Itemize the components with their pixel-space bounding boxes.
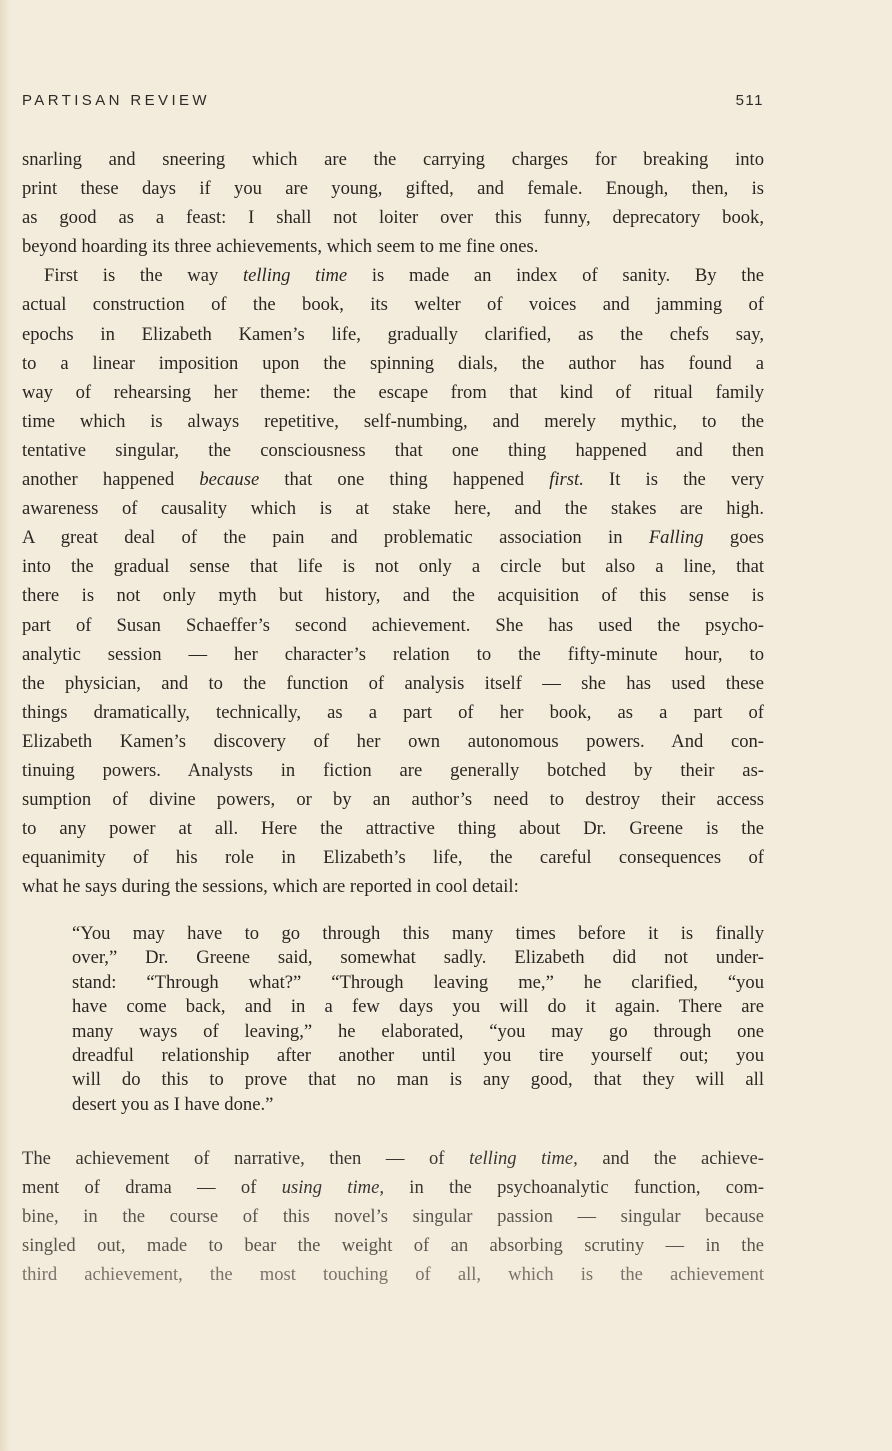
emphasis: Falling xyxy=(648,527,704,549)
text-line: third achievement, the most touching of all, which is the achievement xyxy=(22,1264,764,1286)
text-line: as good as a feast: I shall not loiter over this funny, deprecatory book, xyxy=(22,207,764,229)
text-line: there is not only myth but history, and the acquisition of this sense is xyxy=(22,585,764,607)
page-number: 511 xyxy=(735,92,764,109)
text-line: snarling and sneering which are the carrying charges for breaking into xyxy=(22,149,764,170)
running-head xyxy=(22,92,764,114)
journal-title: PARTISAN REVIEW xyxy=(22,92,210,109)
text-line: actual construction of the book, its welter of voices and jamming of xyxy=(22,294,764,316)
text-line: what he says during the sessions, which are reported in cool detail: xyxy=(22,876,519,898)
page-edge xyxy=(0,0,10,1451)
closing-paragraph xyxy=(22,1144,764,1289)
text-line: part of Susan Schaeffer’s second achievement. She has used the psycho- xyxy=(22,614,764,636)
emphasis: telling time xyxy=(242,265,348,287)
quote-line: “You may have to go through this many times before it is finally xyxy=(72,923,764,944)
text-line: time which is always repetitive, self-numbing, and merely mythic, to the xyxy=(22,410,764,432)
text-line: way of rehearsing her theme: the escape from that kind of ritual family xyxy=(22,381,764,403)
text-line: singled out, made to bear the weight of an absorbing scrutiny — in the xyxy=(22,1235,764,1257)
text-line: tinuing powers. Analysts in fiction are generally botched by their as- xyxy=(22,759,764,781)
text-line: beyond hoarding its three achievements, which seem to me fine ones. xyxy=(22,236,539,258)
text-line: Elizabeth Kamen’s discovery of her own autonomous powers. And con- xyxy=(22,730,764,752)
text-line: analytic session — her character’s relation to the fifty-minute hour, to xyxy=(22,643,764,665)
text-line: sumption of divine powers, or by an author’s need to destroy their access xyxy=(22,789,764,811)
body-text xyxy=(22,145,764,901)
quote-line: dreadful relationship after another until you tire yourself out; you xyxy=(72,1044,764,1066)
emphasis: using time, xyxy=(281,1177,384,1199)
text-line: epochs in Elizabeth Kamen’s life, gradually clarified, as the chefs say, xyxy=(22,323,764,345)
quote-line: desert you as I have done.” xyxy=(72,1093,274,1115)
block-quote xyxy=(72,922,764,1117)
text-line: to any power at all. Here the attractive thing about Dr. Greene is the xyxy=(22,818,764,840)
text-line: to a linear imposition upon the spinning dials, the author has found a xyxy=(22,352,764,374)
text-line: another happened because that one thing happened first. It is the very xyxy=(22,469,765,491)
text-line: First is the way telling time is made an index of sanity. By the xyxy=(44,265,764,287)
text-line: things dramatically, technically, as a part of her book, as a part of xyxy=(22,701,764,723)
text-line: into the gradual sense that life is not only a circle but also a line, that xyxy=(22,556,764,578)
text-line: The achievement of narrative, then — of telling time, and the achieve- xyxy=(22,1148,764,1169)
quote-line: will do this to prove that no man is any good, that they will all xyxy=(72,1069,764,1091)
text-line: ment of drama — of using time, in the psychoanalytic function, com- xyxy=(22,1177,765,1199)
emphasis: telling time, xyxy=(469,1148,578,1169)
text-line: the physician, and to the function of analysis itself — she has used these xyxy=(22,672,764,694)
text-line: bine, in the course of this novel’s singular passion — singular because xyxy=(22,1206,764,1228)
text-line: equanimity of his role in Elizabeth’s life, the careful consequences of xyxy=(22,847,764,869)
emphasis: because xyxy=(199,469,260,491)
text-line: awareness of causality which is at stake here, and the stakes are high. xyxy=(22,498,764,520)
text-line: print these days if you are young, gifted, and female. Enough, then, is xyxy=(22,178,764,200)
text-line: tentative singular, the consciousness that one thing happened and then xyxy=(22,439,764,461)
quote-line: many ways of leaving,” he elaborated, “you may go through one xyxy=(72,1020,764,1042)
quote-line: have come back, and in a few days you will do it again. There are xyxy=(72,996,764,1018)
text-line: A great deal of the pain and problematic association in Falling goes xyxy=(22,527,764,549)
quote-line: stand: “Through what?” “Through leaving me,” he clarified, “you xyxy=(72,971,764,993)
emphasis: first. xyxy=(549,469,584,491)
quote-line: over,” Dr. Greene said, somewhat sadly. Elizabeth did not under- xyxy=(72,947,764,969)
